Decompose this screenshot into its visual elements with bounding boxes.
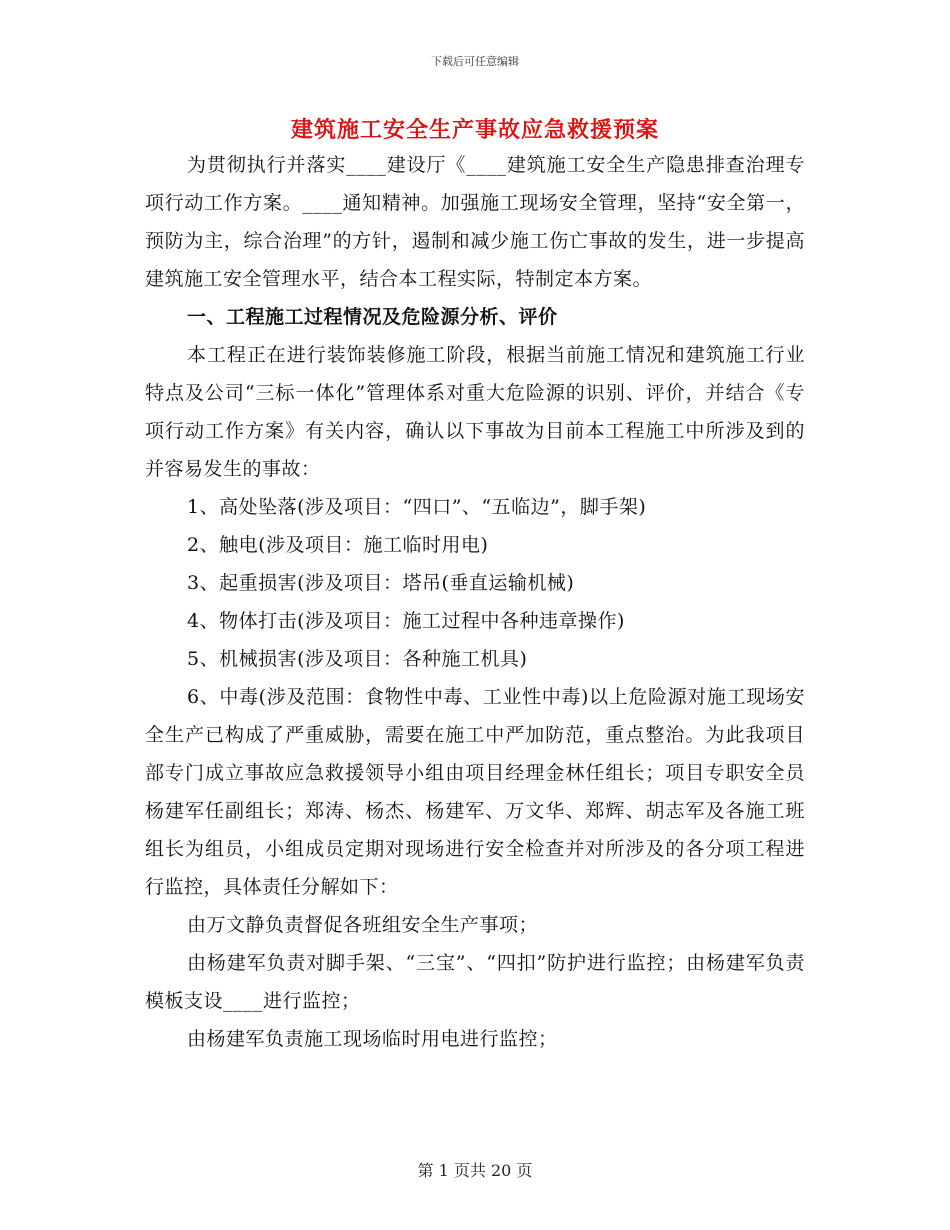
duty-paragraph: 由杨建军负责对脚手架、“三宝”、“四扣”防护进行监控；由杨建军负责模板支设____进行监控； (145, 952, 805, 1012)
list-item-6-paragraph: 6、中毒(涉及范围：食物性中毒、工业性中毒)以上危险源对施工现场安全生产已构成了严重威胁，需要在施工中严加防范，重点整治。为此我项目部专门成立事故应急救援领导小组由项目经理金林任组长；项目专职安全员杨建军任副组长；郑涛、杨杰、杨建军、万文华、郑辉、胡志军及各施工班组长为组员，小组成员定期对现场进行安全检查并对所涉及的各分项工程进行监控，具体责任分解如下： (145, 686, 805, 898)
list-item: 2、触电(涉及项目：施工临时用电) (187, 534, 489, 556)
page-header-note: 下载后可任意编辑 (431, 55, 519, 68)
duty-paragraph: 由万文静负责督促各班组安全生产事项； (187, 914, 539, 936)
list-item: 4、物体打击(涉及项目：施工过程中各种违章操作) (187, 610, 625, 632)
section-paragraph: 本工程正在进行装饰装修施工阶段，根据当前施工情况和建筑施工行业特点及公司“三标一体化”管理体系对重大危险源的识别、评价，并结合《专项行动工作方案》有关内容，确认以下事故为目前本工程施工中所涉及到的并容易发生的事故： (145, 344, 805, 480)
document-title: 建筑施工安全生产事故应急救援预案 (290, 117, 659, 143)
list-item: 3、起重损害(涉及项目：塔吊(垂直运输机械) (187, 572, 575, 594)
list-item: 5、机械损害(涉及项目：各种施工机具) (187, 648, 528, 670)
page-number: 第 1 页共 20 页 (417, 1161, 533, 1180)
intro-paragraph: 为贯彻执行并落实____建设厅《____建筑施工安全生产隐患排查治理专项行动工作方案。____通知精神。加强施工现场安全管理，坚持“安全第一，预防为主，综合治理”的方针，遏制和减少施工伤亡事故的发生，进一步提高建筑施工安全管理水平，结合本工程实际，特制定本方案。 (145, 154, 805, 290)
duty-paragraph: 由杨建军负责施工现场临时用电进行监控； (187, 1028, 558, 1050)
section-heading: 一、工程施工过程情况及危险源分析、评价 (187, 306, 558, 328)
document-body (145, 146, 805, 1058)
list-item: 1、高处坠落(涉及项目：“四口”、“五临边”，脚手架) (187, 496, 647, 518)
